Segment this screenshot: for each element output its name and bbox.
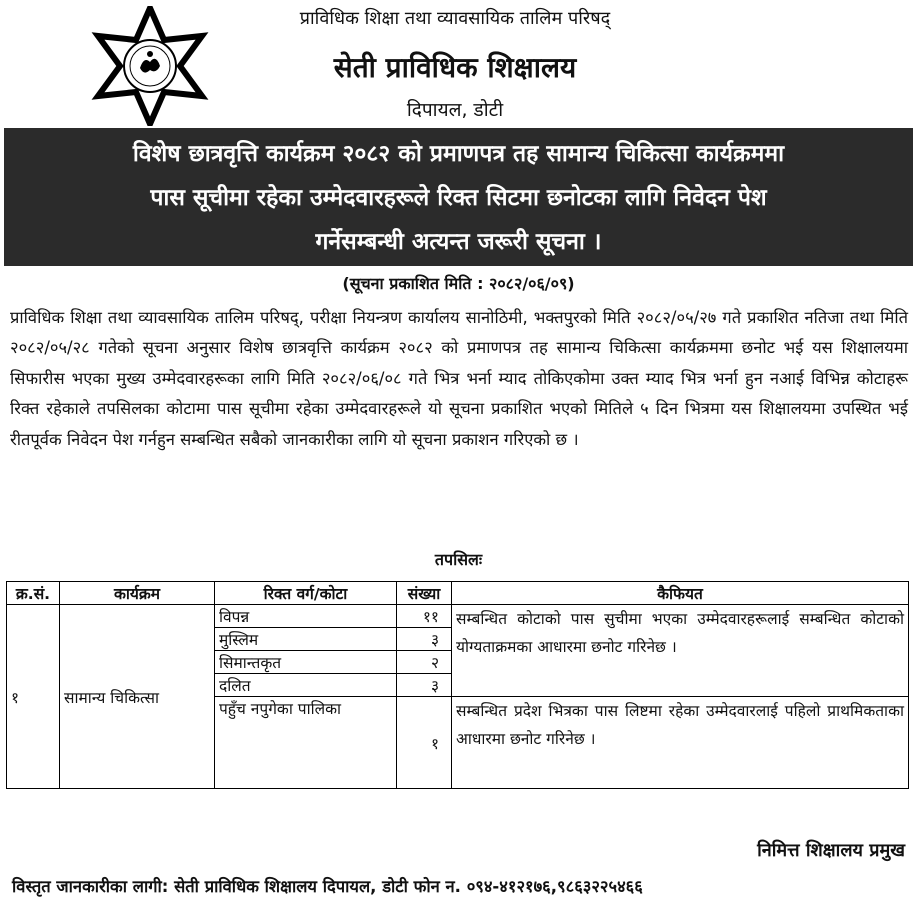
contact-info: विस्तृत जानकारीका लागी: सेती प्राविधिक शिक्षालय दिपायल, डोटी फोन न. ०९४-४१२१७६,९८६३२२५४६६ [12,877,643,896]
header-category: रिक्त वर्ग/कोटा [215,582,397,605]
cell-remark: सम्बन्धित कोटाको पास सुचीमा भएका उम्मेदवारहरूलाई सम्बन्धित कोटाको योग्यताक्रमका आधारमा छनोट गरिनेछ । [452,605,909,697]
banner-line-3: गर्नेसम्बन्धी अत्यन्त जरूरी सूचना । [315,229,602,255]
signoff-title: निमित्त शिक्षालय प्रमुख [757,840,905,861]
publication-date: (सूचना प्रकाशित मिति : २०८२/०६/०९) [342,274,575,293]
cell-category: मुस्लिम [215,628,397,651]
cell-remark: सम्बन्धित प्रदेश भित्रका पास लिष्टमा रहेका उम्मेदवारलाई पहिलो प्राथमिकताका आधारमा छनोट गरिनेछ । [452,697,909,789]
header-count: संख्या [397,582,452,605]
cell-sn: १ [7,605,60,789]
cell-category: पहुँच नपुगेका पालिका [215,697,397,789]
council-name: प्राविधिक शिक्षा तथा व्यावसायिक तालिम परिषद् [299,8,611,29]
cell-category: विपन्न [215,605,397,628]
table-header-row [7,582,909,605]
table-row [7,605,909,628]
cell-count: १ [397,697,452,789]
banner-line-2: पास सूचीमा रहेका उम्मेदवारहरूले रिक्त सिटमा छनोटका लागि निवेदन पेश [150,185,767,211]
vacancy-table [6,581,909,789]
cell-category: सिमान्तकृत [215,651,397,674]
school-location: दिपायल, डोटी [406,99,504,121]
government-emblem-logo [84,6,216,126]
header-sn: क्र.सं. [7,582,60,605]
cell-count: ३ [397,674,452,697]
notice-title-banner [4,128,913,266]
cell-program: सामान्य चिकित्सा [60,605,215,789]
notice-body: प्राविधिक शिक्षा तथा व्यावसायिक तालिम परिषद्, परीक्षा नियन्त्रण कार्यालय सानोठिमी, भक्तपुरको मिति २०८२/०५/२७ गते प्रकाशित नतिजा तथा मिति २०८२/०५/२८ गतेको सूचना अनुसार विशेष छात्रवृत्ति कार्यक्रम २०८२ को प्रमाणपत्र तह सामान्य चिकित्सा कार्यक्रममा छनोट भई यस शिक्षालयमा सिफारीस भएका मुख्य उम्मेदवारहरूका लागि मिति २०८२/०६/०८ गते भित्र भर्ना म्याद तोकिएकोमा उक्त म्याद भित्र भर्ना हुन नआई विभिन्न कोटाहरू रिक्त रहेकाले तपसिलका कोटामा पास सूचीमा रहेका उम्मेदवारहरूले यो सूचना प्रकाशित भएको मितिले ५ दिन भित्रमा यस शिक्षालयमा उपस्थित भई रीतपूर्वक निवेदन पेश गर्नहुन सम्बन्धित सबैको जानकारीका लागि यो सूचना प्रकाशन गरिएको छ । [10,308,908,449]
schedule-title: तपसिलः [434,550,483,569]
school-name: सेती प्राविधिक शिक्षालय [333,51,577,84]
banner-line-1: विशेष छात्रवृत्ति कार्यक्रम २०८२ को प्रमाणपत्र तह सामान्य चिकित्सा कार्यक्रममा [132,141,785,167]
cell-count: ३ [397,628,452,651]
cell-category: दलित [215,674,397,697]
cell-count: २ [397,651,452,674]
letterhead [0,0,917,128]
cell-count: ११ [397,605,452,628]
header-remarks: कैफियत [452,582,909,605]
header-program: कार्यक्रम [60,582,215,605]
